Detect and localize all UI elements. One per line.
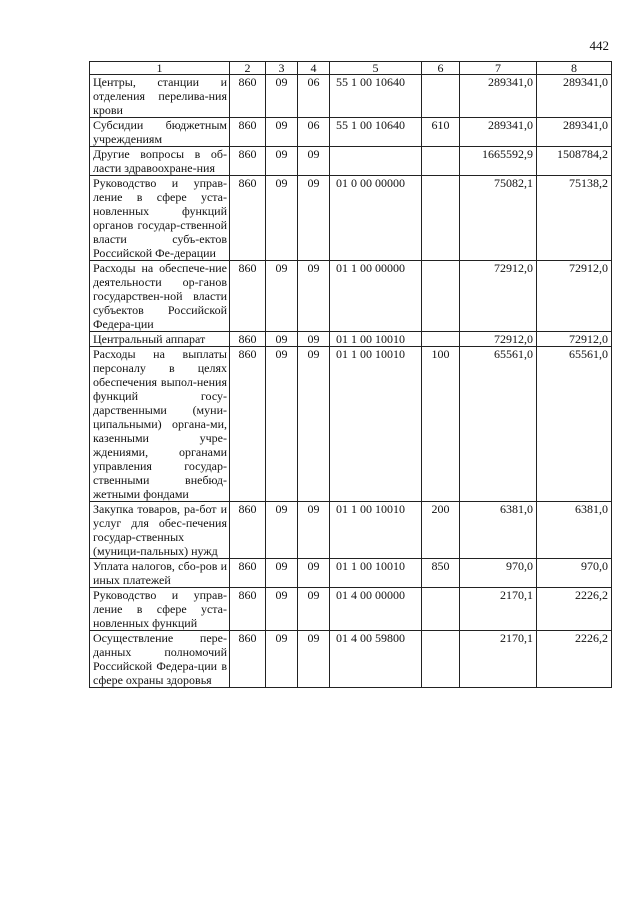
row-name-cell: Центральный аппарат [90, 332, 230, 347]
expense-type-cell [422, 588, 460, 631]
section-cell: 09 [266, 631, 298, 688]
column-header-4: 4 [298, 62, 330, 75]
target-article-cell: 01 4 00 59800 [330, 631, 422, 688]
ministry-code-cell: 860 [230, 75, 266, 118]
amount-col8-cell: 75138,2 [537, 176, 612, 261]
section-cell: 09 [266, 347, 298, 502]
target-article-cell: 01 1 00 10010 [330, 347, 422, 502]
subsection-cell: 09 [298, 559, 330, 588]
amount-col7-cell: 6381,0 [460, 502, 537, 559]
subsection-cell: 09 [298, 588, 330, 631]
ministry-code-cell: 860 [230, 347, 266, 502]
subsection-cell: 09 [298, 502, 330, 559]
amount-col8-cell: 970,0 [537, 559, 612, 588]
expense-type-cell [422, 147, 460, 176]
table-body [90, 75, 612, 688]
subsection-cell: 09 [298, 347, 330, 502]
expense-type-cell [422, 75, 460, 118]
table-row [90, 347, 612, 502]
expense-type-cell: 100 [422, 347, 460, 502]
amount-col7-cell: 72912,0 [460, 261, 537, 332]
row-name-cell: Субсидии бюджетным учреждениям [90, 118, 230, 147]
section-cell: 09 [266, 147, 298, 176]
target-article-cell: 01 4 00 00000 [330, 588, 422, 631]
amount-col8-cell: 65561,0 [537, 347, 612, 502]
expense-type-cell [422, 176, 460, 261]
target-article-cell: 01 0 00 00000 [330, 176, 422, 261]
amount-col7-cell: 970,0 [460, 559, 537, 588]
amount-col7-cell: 75082,1 [460, 176, 537, 261]
page-number: 442 [589, 38, 609, 53]
table-row [90, 502, 612, 559]
ministry-code-cell: 860 [230, 118, 266, 147]
amount-col8-cell: 289341,0 [537, 75, 612, 118]
row-name-cell: Закупка товаров, ра-бот и услуг для обес-печения государ-ственных (муници-пальных) нужд [90, 502, 230, 559]
expense-type-cell [422, 261, 460, 332]
subsection-cell: 09 [298, 332, 330, 347]
table-row [90, 176, 612, 261]
row-name-cell: Руководство и управ-ление в сфере уста-новленных функций [90, 588, 230, 631]
table-row [90, 559, 612, 588]
ministry-code-cell: 860 [230, 261, 266, 332]
row-name-cell: Другие вопросы в об-ласти здравоохране-ния [90, 147, 230, 176]
table-row [90, 147, 612, 176]
section-cell: 09 [266, 588, 298, 631]
row-name-cell: Руководство и управ-ление в сфере уста-новленных функций органов государ-ственной власти субъ-ектов Российской Фе-дерации [90, 176, 230, 261]
header-row [90, 62, 612, 75]
section-cell: 09 [266, 118, 298, 147]
amount-col7-cell: 2170,1 [460, 588, 537, 631]
amount-col8-cell: 1508784,2 [537, 147, 612, 176]
subsection-cell: 06 [298, 75, 330, 118]
target-article-cell: 55 1 00 10640 [330, 75, 422, 118]
amount-col8-cell: 72912,0 [537, 261, 612, 332]
subsection-cell: 06 [298, 118, 330, 147]
target-article-cell: 01 1 00 10010 [330, 559, 422, 588]
amount-col7-cell: 289341,0 [460, 75, 537, 118]
ministry-code-cell: 860 [230, 502, 266, 559]
expense-type-cell [422, 332, 460, 347]
expense-type-cell: 610 [422, 118, 460, 147]
ministry-code-cell: 860 [230, 631, 266, 688]
table-row [90, 631, 612, 688]
column-header-8: 8 [537, 62, 612, 75]
target-article-cell: 55 1 00 10640 [330, 118, 422, 147]
row-name-cell: Уплата налогов, сбо-ров и иных платежей [90, 559, 230, 588]
target-article-cell: 01 1 00 10010 [330, 332, 422, 347]
amount-col8-cell: 289341,0 [537, 118, 612, 147]
target-article-cell: 01 1 00 00000 [330, 261, 422, 332]
row-name-cell: Осуществление пере-данных полномочий Российской Федера-ции в сфере охраны здоровья [90, 631, 230, 688]
table-row [90, 118, 612, 147]
ministry-code-cell: 860 [230, 332, 266, 347]
row-name-cell: Центры, станции и отделения перелива-ния крови [90, 75, 230, 118]
column-header-1: 1 [90, 62, 230, 75]
column-header-2: 2 [230, 62, 266, 75]
ministry-code-cell: 860 [230, 176, 266, 261]
target-article-cell: 01 1 00 10010 [330, 502, 422, 559]
target-article-cell [330, 147, 422, 176]
column-header-3: 3 [266, 62, 298, 75]
expense-type-cell [422, 631, 460, 688]
column-header-7: 7 [460, 62, 537, 75]
row-name-cell: Расходы на обеспече-ние деятельности ор-ганов государствен-ной власти субъектов Российской Федера-ции [90, 261, 230, 332]
ministry-code-cell: 860 [230, 559, 266, 588]
column-header-5: 5 [330, 62, 422, 75]
section-cell: 09 [266, 332, 298, 347]
subsection-cell: 09 [298, 147, 330, 176]
expense-type-cell: 850 [422, 559, 460, 588]
table-row [90, 332, 612, 347]
amount-col8-cell: 72912,0 [537, 332, 612, 347]
subsection-cell: 09 [298, 631, 330, 688]
amount-col8-cell: 2226,2 [537, 631, 612, 688]
amount-col8-cell: 2226,2 [537, 588, 612, 631]
budget-table [89, 61, 612, 688]
subsection-cell: 09 [298, 176, 330, 261]
amount-col7-cell: 2170,1 [460, 631, 537, 688]
amount-col7-cell: 65561,0 [460, 347, 537, 502]
amount-col8-cell: 6381,0 [537, 502, 612, 559]
section-cell: 09 [266, 75, 298, 118]
ministry-code-cell: 860 [230, 588, 266, 631]
section-cell: 09 [266, 261, 298, 332]
amount-col7-cell: 72912,0 [460, 332, 537, 347]
section-cell: 09 [266, 176, 298, 261]
ministry-code-cell: 860 [230, 147, 266, 176]
table-row [90, 588, 612, 631]
table-row [90, 75, 612, 118]
amount-col7-cell: 1665592,9 [460, 147, 537, 176]
expense-type-cell: 200 [422, 502, 460, 559]
section-cell: 09 [266, 502, 298, 559]
column-header-6: 6 [422, 62, 460, 75]
subsection-cell: 09 [298, 261, 330, 332]
row-name-cell: Расходы на выплаты персоналу в целях обеспечения выпол-нения функций госу-дарственными (муни-ципальными) органа-ми, казенными учре-ждениями, органами управления государ-ственными внебюд-жетными фондами [90, 347, 230, 502]
section-cell: 09 [266, 559, 298, 588]
amount-col7-cell: 289341,0 [460, 118, 537, 147]
table-row [90, 261, 612, 332]
